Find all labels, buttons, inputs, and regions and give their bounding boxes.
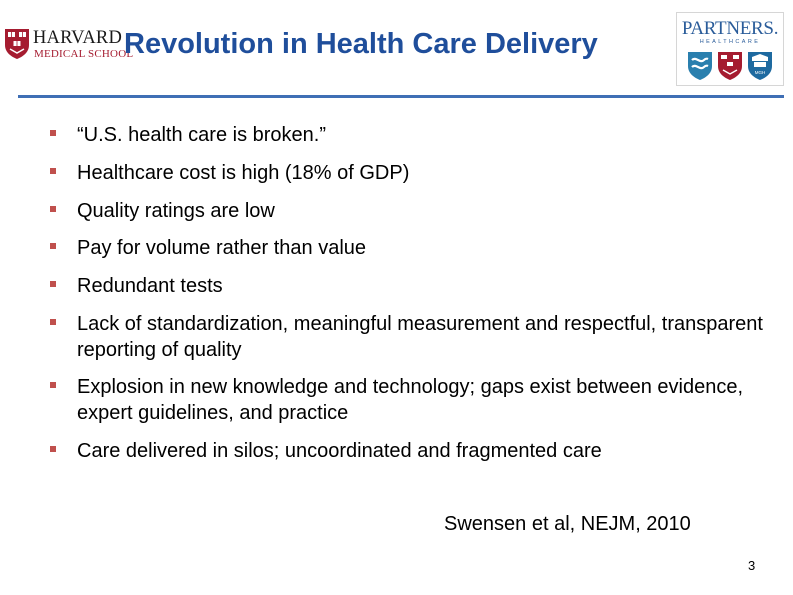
square-bullet-icon: [50, 319, 56, 325]
square-bullet-icon: [50, 243, 56, 249]
bullet-text: “U.S. health care is broken.”: [77, 124, 326, 146]
bullet-text: Quality ratings are low: [77, 200, 275, 222]
harvard-shield-icon: [4, 28, 30, 60]
harvard-medical-school-logo: [4, 27, 134, 67]
page-number: 3: [748, 558, 756, 573]
bullet-text: Explosion in new knowledge and technology; gaps exist between evidence, expert guidelines, and practice: [77, 376, 743, 424]
mgh-shield-icon: [747, 51, 773, 81]
harvard-wordmark: HARVARD: [33, 28, 123, 48]
bullet-text: Healthcare cost is high (18% of GDP): [77, 162, 410, 184]
square-bullet-icon: [50, 206, 56, 212]
header-divider: [18, 95, 784, 98]
square-bullet-icon: [50, 281, 56, 287]
square-bullet-icon: [50, 382, 56, 388]
bullet-text: Lack of standardization, meaningful measurement and respectful, transparent reporting of quality: [77, 313, 763, 361]
slide-title: Revolution in Health Care Delivery: [124, 28, 598, 60]
square-bullet-icon: [50, 446, 56, 452]
citation: Swensen et al, NEJM, 2010: [444, 513, 691, 535]
mgh-shield-label: MGH: [754, 70, 766, 75]
square-bullet-icon: [50, 168, 56, 174]
partners-healthcare-logo: [676, 12, 784, 86]
healthcare-wordmark: HEALTHCARE: [699, 39, 761, 45]
bullet-text: Redundant tests: [77, 275, 223, 297]
partners-wave-icon: [687, 51, 713, 81]
bullet-text: Care delivered in silos; uncoordinated and fragmented care: [77, 440, 602, 462]
square-bullet-icon: [50, 130, 56, 136]
partners-wordmark: PARTNERS.: [681, 18, 779, 39]
medical-school-wordmark: MEDICAL SCHOOL: [34, 48, 134, 60]
bullet-text: Pay for volume rather than value: [77, 237, 367, 259]
brigham-shield-icon: [717, 51, 743, 81]
